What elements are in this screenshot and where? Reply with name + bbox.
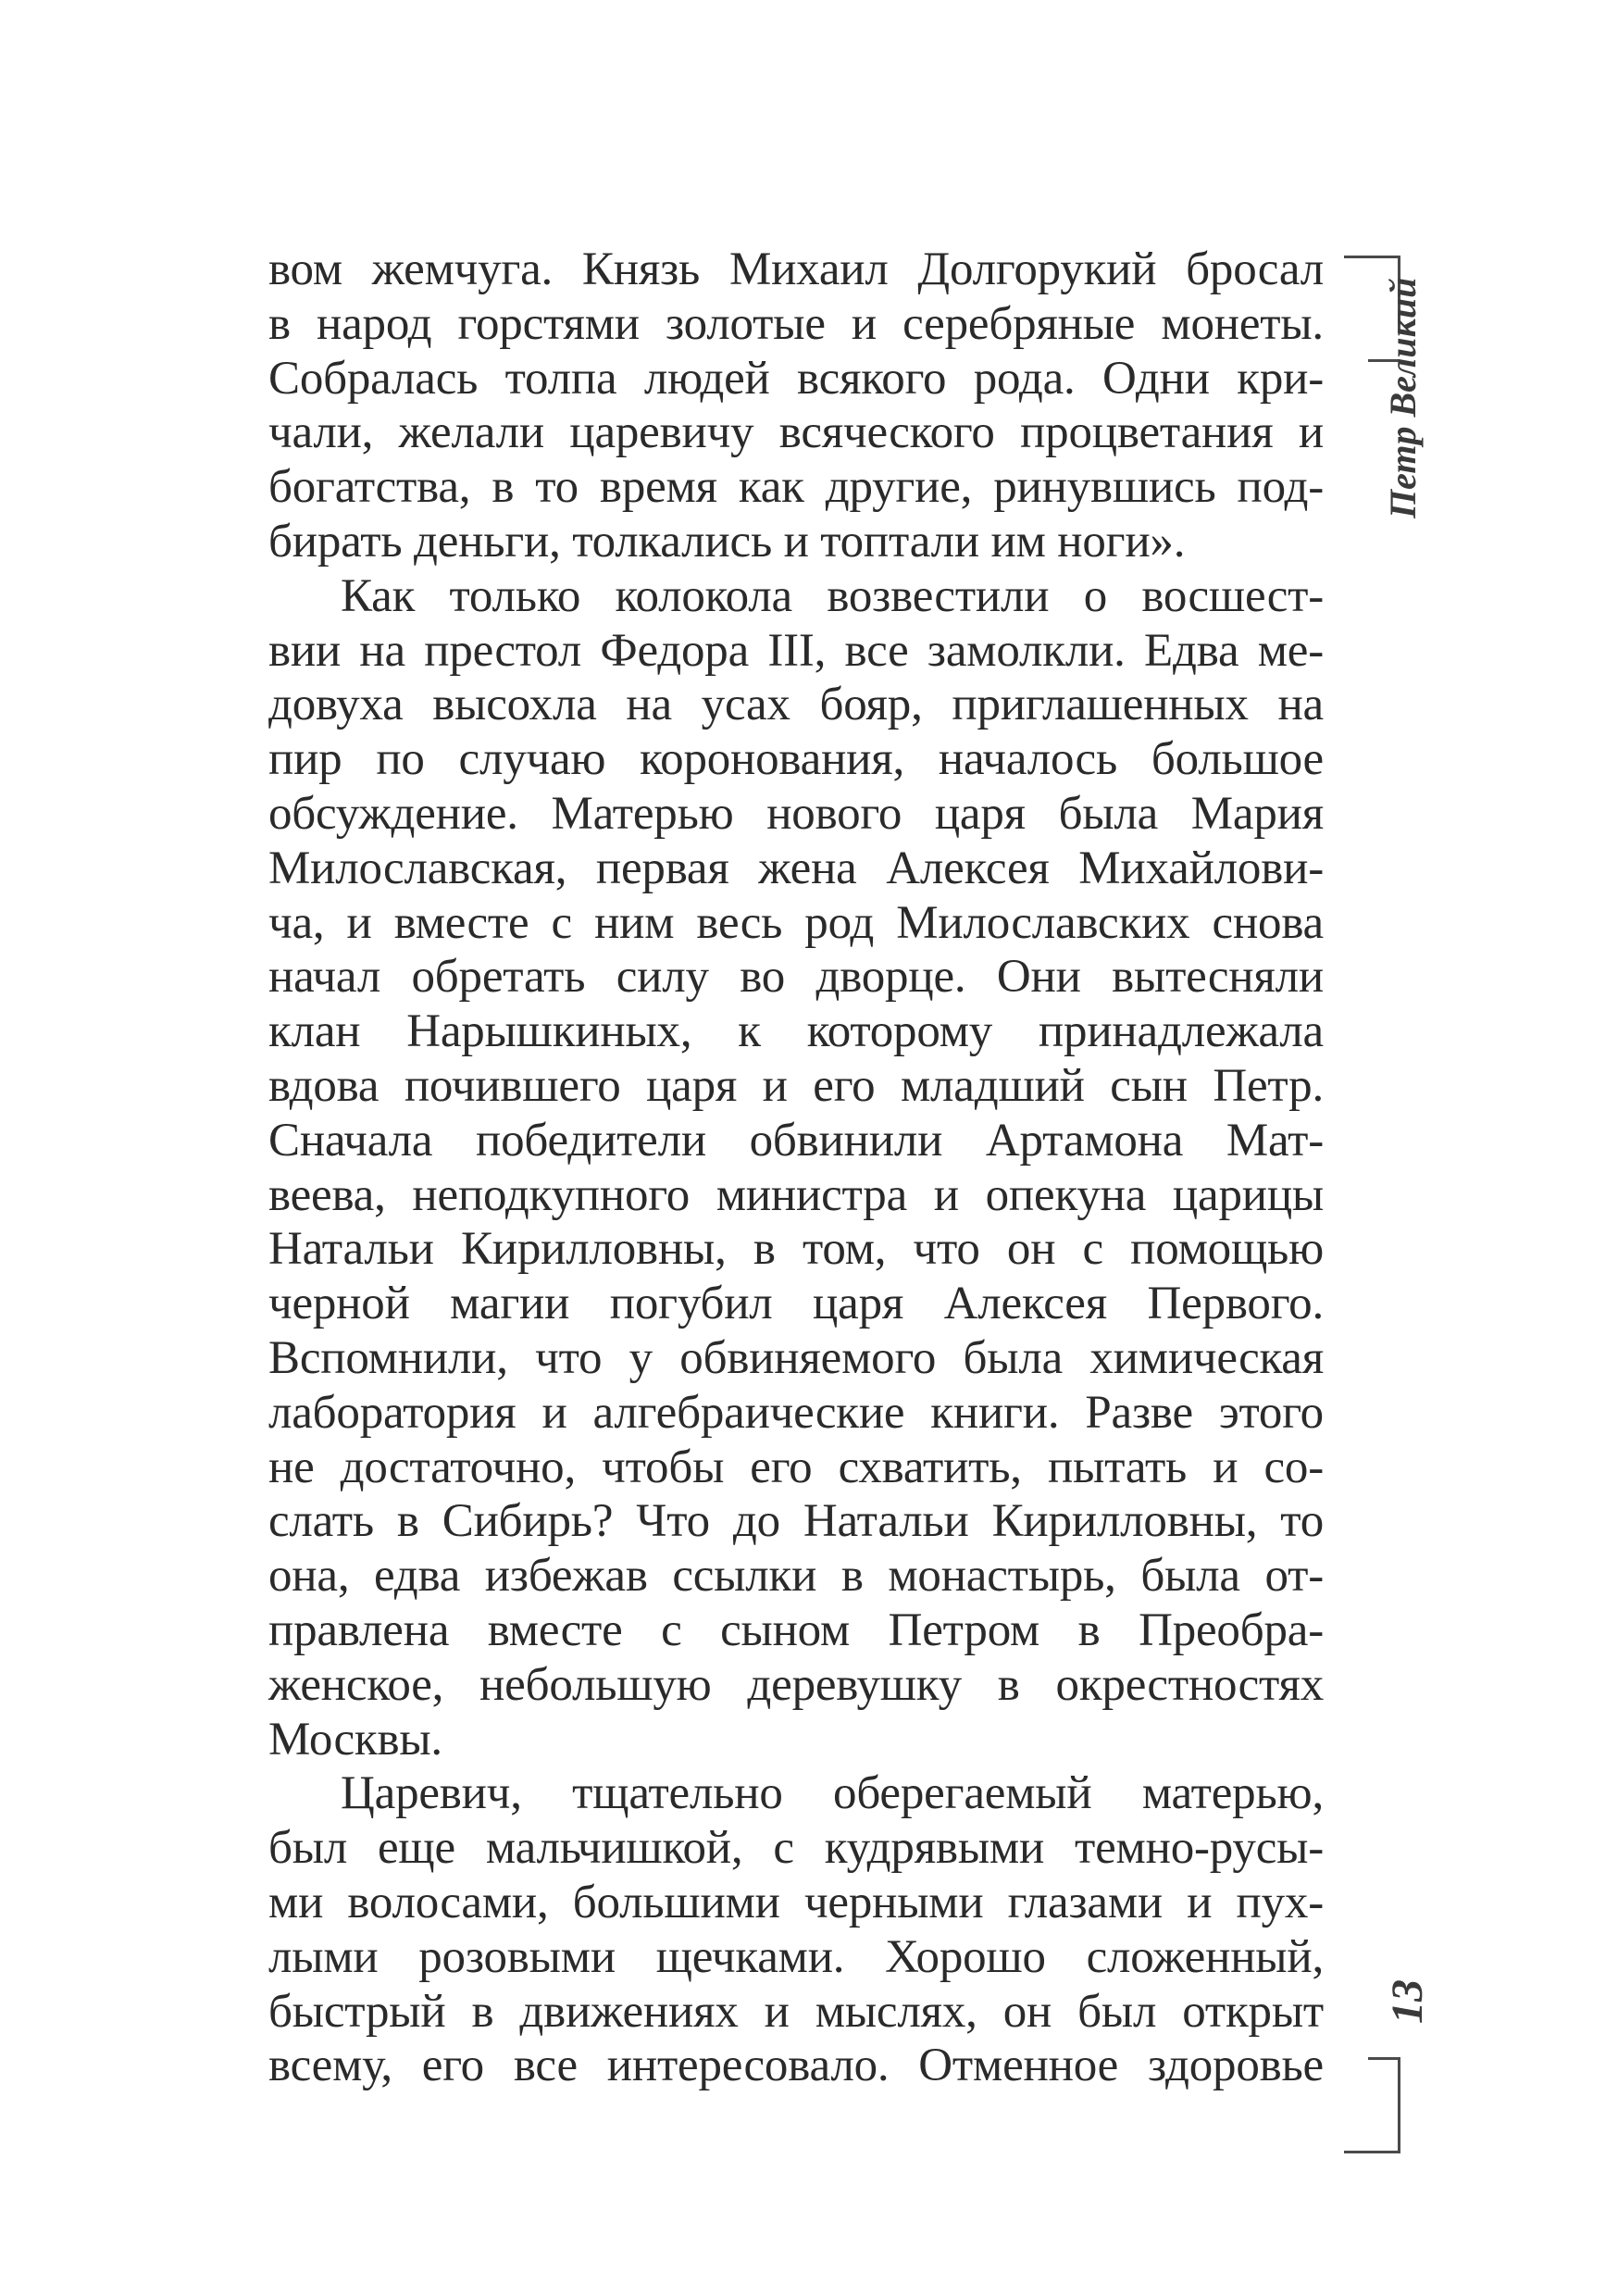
text-line: в народ горстями золотые и серебряные монеты.: [268, 297, 1324, 350]
frame-rule-top: [1344, 256, 1400, 258]
text-line: Москвы.: [268, 1713, 442, 1766]
text-line: вдова почившего царя и его младший сын Петр.: [268, 1059, 1324, 1112]
text-line: обсуждение. Матерью нового царя была Мария: [268, 787, 1324, 840]
text-line: вом жемчуга. Князь Михаил Долгорукий бросал: [268, 243, 1324, 295]
text-line: ча, и вместе с ним весь род Милославских снова: [268, 896, 1324, 949]
text-line: она, едва избежав ссылки в монастырь, была от-: [268, 1550, 1324, 1603]
text-line: женское, небольшую деревушку в окрестностях: [268, 1658, 1324, 1711]
text-line: Вспомнили, что у обвиняемого была химическая: [268, 1331, 1324, 1384]
text-line: был еще мальчишкой, с кудрявыми темно-русы-: [268, 1822, 1324, 1875]
text-line: бирать деньги, толкались и топтали им ноги».: [268, 515, 1186, 568]
frame-rule-lower-join: [1368, 2057, 1400, 2060]
text-line: правлена вместе с сыном Петром в Преобра-: [268, 1603, 1324, 1656]
text-line: веева, неподкупного министра и опекуна царицы: [268, 1168, 1324, 1221]
text-line: богатства, в то время как другие, ринувшись под-: [268, 461, 1324, 514]
text-line: начал обретать силу во дворце. Они вытесняли: [268, 951, 1324, 1004]
text-line: Натальи Кирилловны, в том, что он с помощью: [268, 1223, 1324, 1276]
text-line: Как только колокола возвестили о восшест-: [341, 569, 1324, 622]
text-line: лаборатория и алгебраические книги. Разве этого: [268, 1386, 1324, 1439]
body-text: [268, 243, 1324, 2093]
text-line: вии на престол Федора III, все замолкли. Едва ме-: [268, 624, 1324, 677]
text-line: Милославская, первая жена Алексея Михайлови-: [268, 842, 1324, 894]
text-line: довуха высохла на усах бояр, приглашенных на: [268, 679, 1324, 731]
frame-rule-bottom-vertical: [1398, 2057, 1400, 2153]
frame-rule-bottom: [1344, 2151, 1400, 2153]
running-title: Петр Великий: [1382, 277, 1424, 518]
text-line: пир по случаю коронования, началось большое: [268, 733, 1324, 786]
text-line: Сначала победители обвинили Артамона Мат-: [268, 1114, 1324, 1167]
text-line: Царевич, тщательно оберегаемый матерью,: [341, 1767, 1324, 1820]
page-number: 13: [1383, 1979, 1432, 2024]
text-line: Собралась толпа людей всякого рода. Одни кри-: [268, 352, 1324, 405]
text-line: лыми розовыми щечками. Хорошо сложенный,: [268, 1930, 1324, 1983]
text-line: не достаточно, чтобы его схватить, пытать и со-: [268, 1441, 1324, 1493]
text-line: слать в Сибирь? Что до Натальи Кирилловны, то: [268, 1495, 1324, 1548]
text-line: клан Нарышкиных, к которому принадлежала: [268, 1005, 1324, 1058]
text-line: ми волосами, большими черными глазами и пух-: [268, 1876, 1324, 1928]
text-line: чали, желали царевичу всяческого процветания и: [268, 406, 1324, 459]
text-line: черной магии погубил царя Алексея Первого.: [268, 1278, 1324, 1330]
text-line: быстрый в движениях и мыслях, он был открыт: [268, 1985, 1324, 2038]
text-line: всему, его все интересовало. Отменное здоровье: [268, 2040, 1324, 2092]
